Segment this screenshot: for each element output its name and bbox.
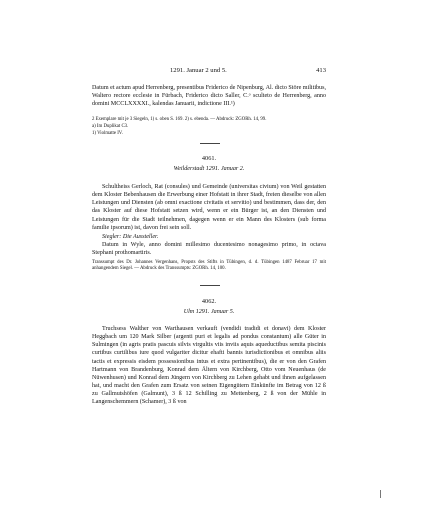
footnote-1: 1) Violmatte IV.: [92, 131, 123, 136]
section-divider: [200, 285, 220, 286]
footnote-sources: 2 Exemplare mit je 3 Siegeln, 1) s. oben S. 169. 2) s. ebenda. — Abdruck: ZGORh. 14, 99.: [92, 117, 267, 122]
section-divider: [200, 143, 220, 144]
document-number: 4061.: [201, 155, 217, 162]
page-header: [92, 67, 326, 76]
page-number: 413: [316, 67, 326, 74]
siegler-line: Siegler: Die Aussteller.: [102, 234, 159, 240]
datum-line: Datum in Wyle, anno domini millesimo ducentesimo nonagesimo primo, in octava Stephani prothomartiris.: [92, 242, 326, 257]
place-date: Weilderstadt 1291. Januar 2.: [173, 166, 245, 172]
regest-text: Truchsess Walther von Warthausen verkauft (vendidi tradidi et donavi) dem Kloster Heggbach um 120 Mark Silber (argenti puri et legalis ad pondus constantum) alle Güter in Sulmingen (in agris pratis pascuis silvis virgultis viis inviis aquis aqueductibus semita piscinis curtibus curtilibus iure quod vulgariter dicitur ehafti bannis iurisdictionibus et omnibus aliis tactis et expressis eisdem possessionibus intus et extra pertinentibus), die er von den Grafen Hartmann von Brandenburg, Konrad dem Ältern von Kirchberg, Otto vom Neuenhaus (de Nüwenhusen) und Konrad dem Jüngern von Kirchberg zu Lehen gehabt und ihnen aufgelassen hat, und macht den Grafen zum Ersatz von seinen Eigengütern Einkünfte im Betrag von 12 ß zu Gallmutshöfen (Galmunt), 3 ß 12 Schilling zu Mettenberg, 2 ß von der Mühle in Langenschemmern (Schamer), 3 ß von: [92, 326, 326, 406]
regest-text: Schultheiss Gerloch, Rat (consules) und Gemeinde (universitas civium) von Weil gestatten dem Kloster Bebenhausen die Erwerbung einer Hofstatt in ihrer Stadt, freien dieselbe von allen Leistungen und Diensten (ab omni exactione civitatis et servitio) und bestimmen, dass der, den das Kloster auf diese Hofstatt setzen wird, wenn er ein Bürger ist, an den Diensten und Leistungen für die Stadt teilnehmen, dagegen wenn er ein Mann des Klosters (sub forma familie ipsorum) ist, davon frei sein soll.: [92, 184, 326, 231]
footnote-a: a) Im Duplikat C3.: [92, 124, 129, 129]
closing-paragraph: Datum et actum apud Herrenberg, presentibus Friderico de Nipenburg, Al. dicto Störe militibus, Waltero rectore ecclesie in Fürbach, Friderico dicto Saller, C.ᵒ sculteto de Herrenberg, anno domini MCCLXXXXI., kalendas Januarii, indictione III.¹): [92, 85, 326, 108]
document-number: 4062.: [201, 298, 217, 305]
source-note: Transsumpt des Dr. Johannes Vergenhans, Propsts des Stifts in Tübingen, d. d. Tübingen 1487 Februar 17 mit anhangendem Siegel. — Abdruck des Transsumpts: ZGORh. 14, 100.: [92, 260, 326, 272]
place-date: Ulm 1291. Januar 5.: [183, 309, 235, 315]
running-title: 1291. Januar 2 und 5.: [170, 67, 227, 74]
margin-mark: [380, 490, 381, 498]
